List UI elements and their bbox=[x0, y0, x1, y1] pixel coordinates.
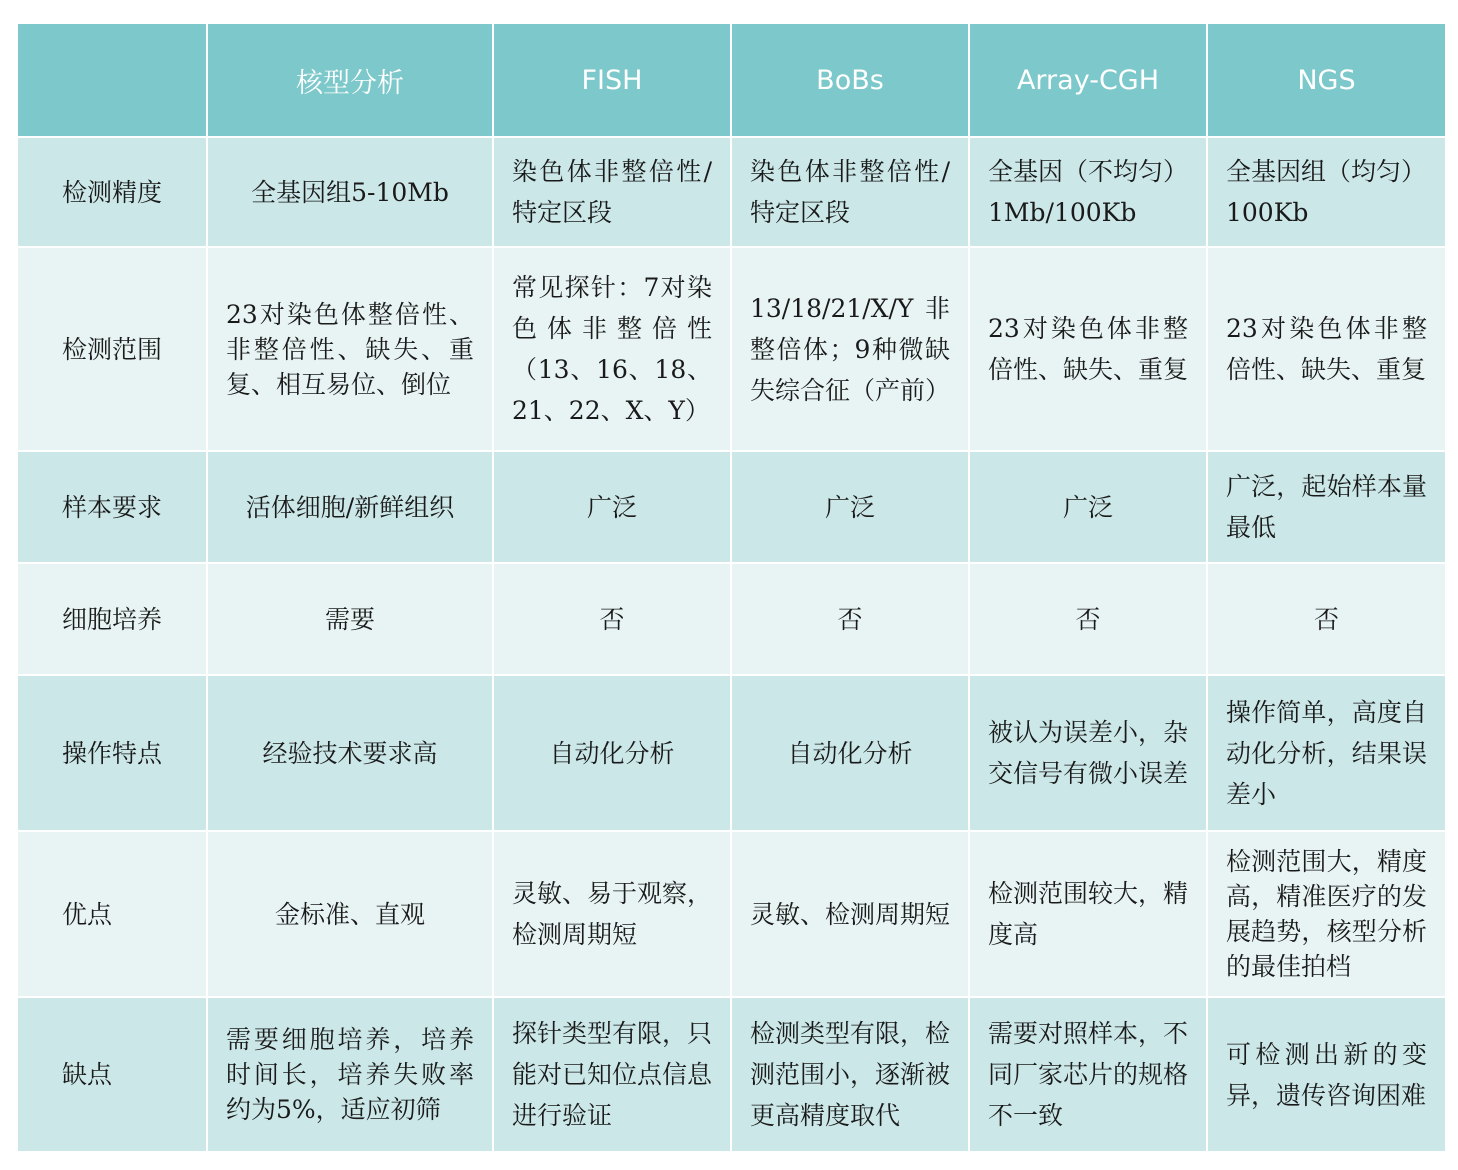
table-cell: 广泛 bbox=[969, 451, 1207, 563]
table-cell: 自动化分析 bbox=[493, 675, 731, 831]
table-cell: 需要 bbox=[207, 563, 493, 675]
table-cell: 检测范围大，精度高，精准医疗的发展趋势，核型分析的最佳拍档 bbox=[1207, 831, 1446, 997]
table-cell: 可检测出新的变异，遗传咨询困难 bbox=[1207, 997, 1446, 1152]
table-cell: 自动化分析 bbox=[731, 675, 969, 831]
row-sample bbox=[17, 451, 1446, 563]
table-cell: 广泛，起始样本量最低 bbox=[1207, 451, 1446, 563]
table-cell: 全基因组5-10Mb bbox=[207, 137, 493, 247]
table-cell: 全基因组（均匀）100Kb bbox=[1207, 137, 1446, 247]
table-cell: 23对染色体整倍性、非整倍性、缺失、重复、相互易位、倒位 bbox=[207, 247, 493, 451]
table-cell: 否 bbox=[1207, 563, 1446, 675]
row-culture bbox=[17, 563, 1446, 675]
table-cell: 广泛 bbox=[493, 451, 731, 563]
row-label: 样本要求 bbox=[17, 451, 207, 563]
row-precision bbox=[17, 137, 1446, 247]
table-cell: 操作简单，高度自动化分析，结果误差小 bbox=[1207, 675, 1446, 831]
table-cell: 染色体非整倍性/特定区段 bbox=[493, 137, 731, 247]
table-cell: 13/18/21/X/Y非整倍体；9种微缺失综合征（产前） bbox=[731, 247, 969, 451]
table-cell: 23对染色体非整倍性、缺失、重复 bbox=[1207, 247, 1446, 451]
table-cell: 染色体非整倍性/特定区段 bbox=[731, 137, 969, 247]
table-cell: 灵敏、易于观察，检测周期短 bbox=[493, 831, 731, 997]
row-label: 检测范围 bbox=[17, 247, 207, 451]
header-bobs: BoBs bbox=[731, 23, 969, 137]
table-cell: 灵敏、检测周期短 bbox=[731, 831, 969, 997]
row-label: 操作特点 bbox=[17, 675, 207, 831]
table-cell: 金标准、直观 bbox=[207, 831, 493, 997]
table-cell: 需要细胞培养，培养时间长，培养失败率约为5%，适应初筛 bbox=[207, 997, 493, 1152]
row-disadvantages bbox=[17, 997, 1446, 1152]
table-cell: 经验技术要求高 bbox=[207, 675, 493, 831]
row-operation bbox=[17, 675, 1446, 831]
header-row bbox=[17, 23, 1446, 137]
row-range bbox=[17, 247, 1446, 451]
table-cell: 否 bbox=[969, 563, 1207, 675]
table-cell: 广泛 bbox=[731, 451, 969, 563]
header-corner bbox=[17, 23, 207, 137]
table-cell: 探针类型有限，只能对已知位点信息进行验证 bbox=[493, 997, 731, 1152]
table-cell: 检测范围较大，精度高 bbox=[969, 831, 1207, 997]
table-cell: 需要对照样本，不同厂家芯片的规格不一致 bbox=[969, 997, 1207, 1152]
header-ngs: NGS bbox=[1207, 23, 1446, 137]
table-cell: 被认为误差小，杂交信号有微小误差 bbox=[969, 675, 1207, 831]
table-cell: 否 bbox=[731, 563, 969, 675]
table-cell: 检测类型有限，检测范围小，逐渐被更高精度取代 bbox=[731, 997, 969, 1152]
table-cell: 活体细胞/新鲜组织 bbox=[207, 451, 493, 563]
header-fish: FISH bbox=[493, 23, 731, 137]
header-array-cgh: Array-CGH bbox=[969, 23, 1207, 137]
header-karyotype: 核型分析 bbox=[207, 23, 493, 137]
row-label: 细胞培养 bbox=[17, 563, 207, 675]
table-cell: 23对染色体非整倍性、缺失、重复 bbox=[969, 247, 1207, 451]
row-advantages bbox=[17, 831, 1446, 997]
table-cell: 否 bbox=[493, 563, 731, 675]
row-label: 检测精度 bbox=[17, 137, 207, 247]
table-cell: 全基因（不均匀）1Mb/100Kb bbox=[969, 137, 1207, 247]
row-label: 优点 bbox=[17, 831, 207, 997]
row-label: 缺点 bbox=[17, 997, 207, 1152]
comparison-table bbox=[16, 22, 1447, 1153]
table-cell: 常见探针：7对染色体非整倍性（13、16、18、21、22、X、Y） bbox=[493, 247, 731, 451]
